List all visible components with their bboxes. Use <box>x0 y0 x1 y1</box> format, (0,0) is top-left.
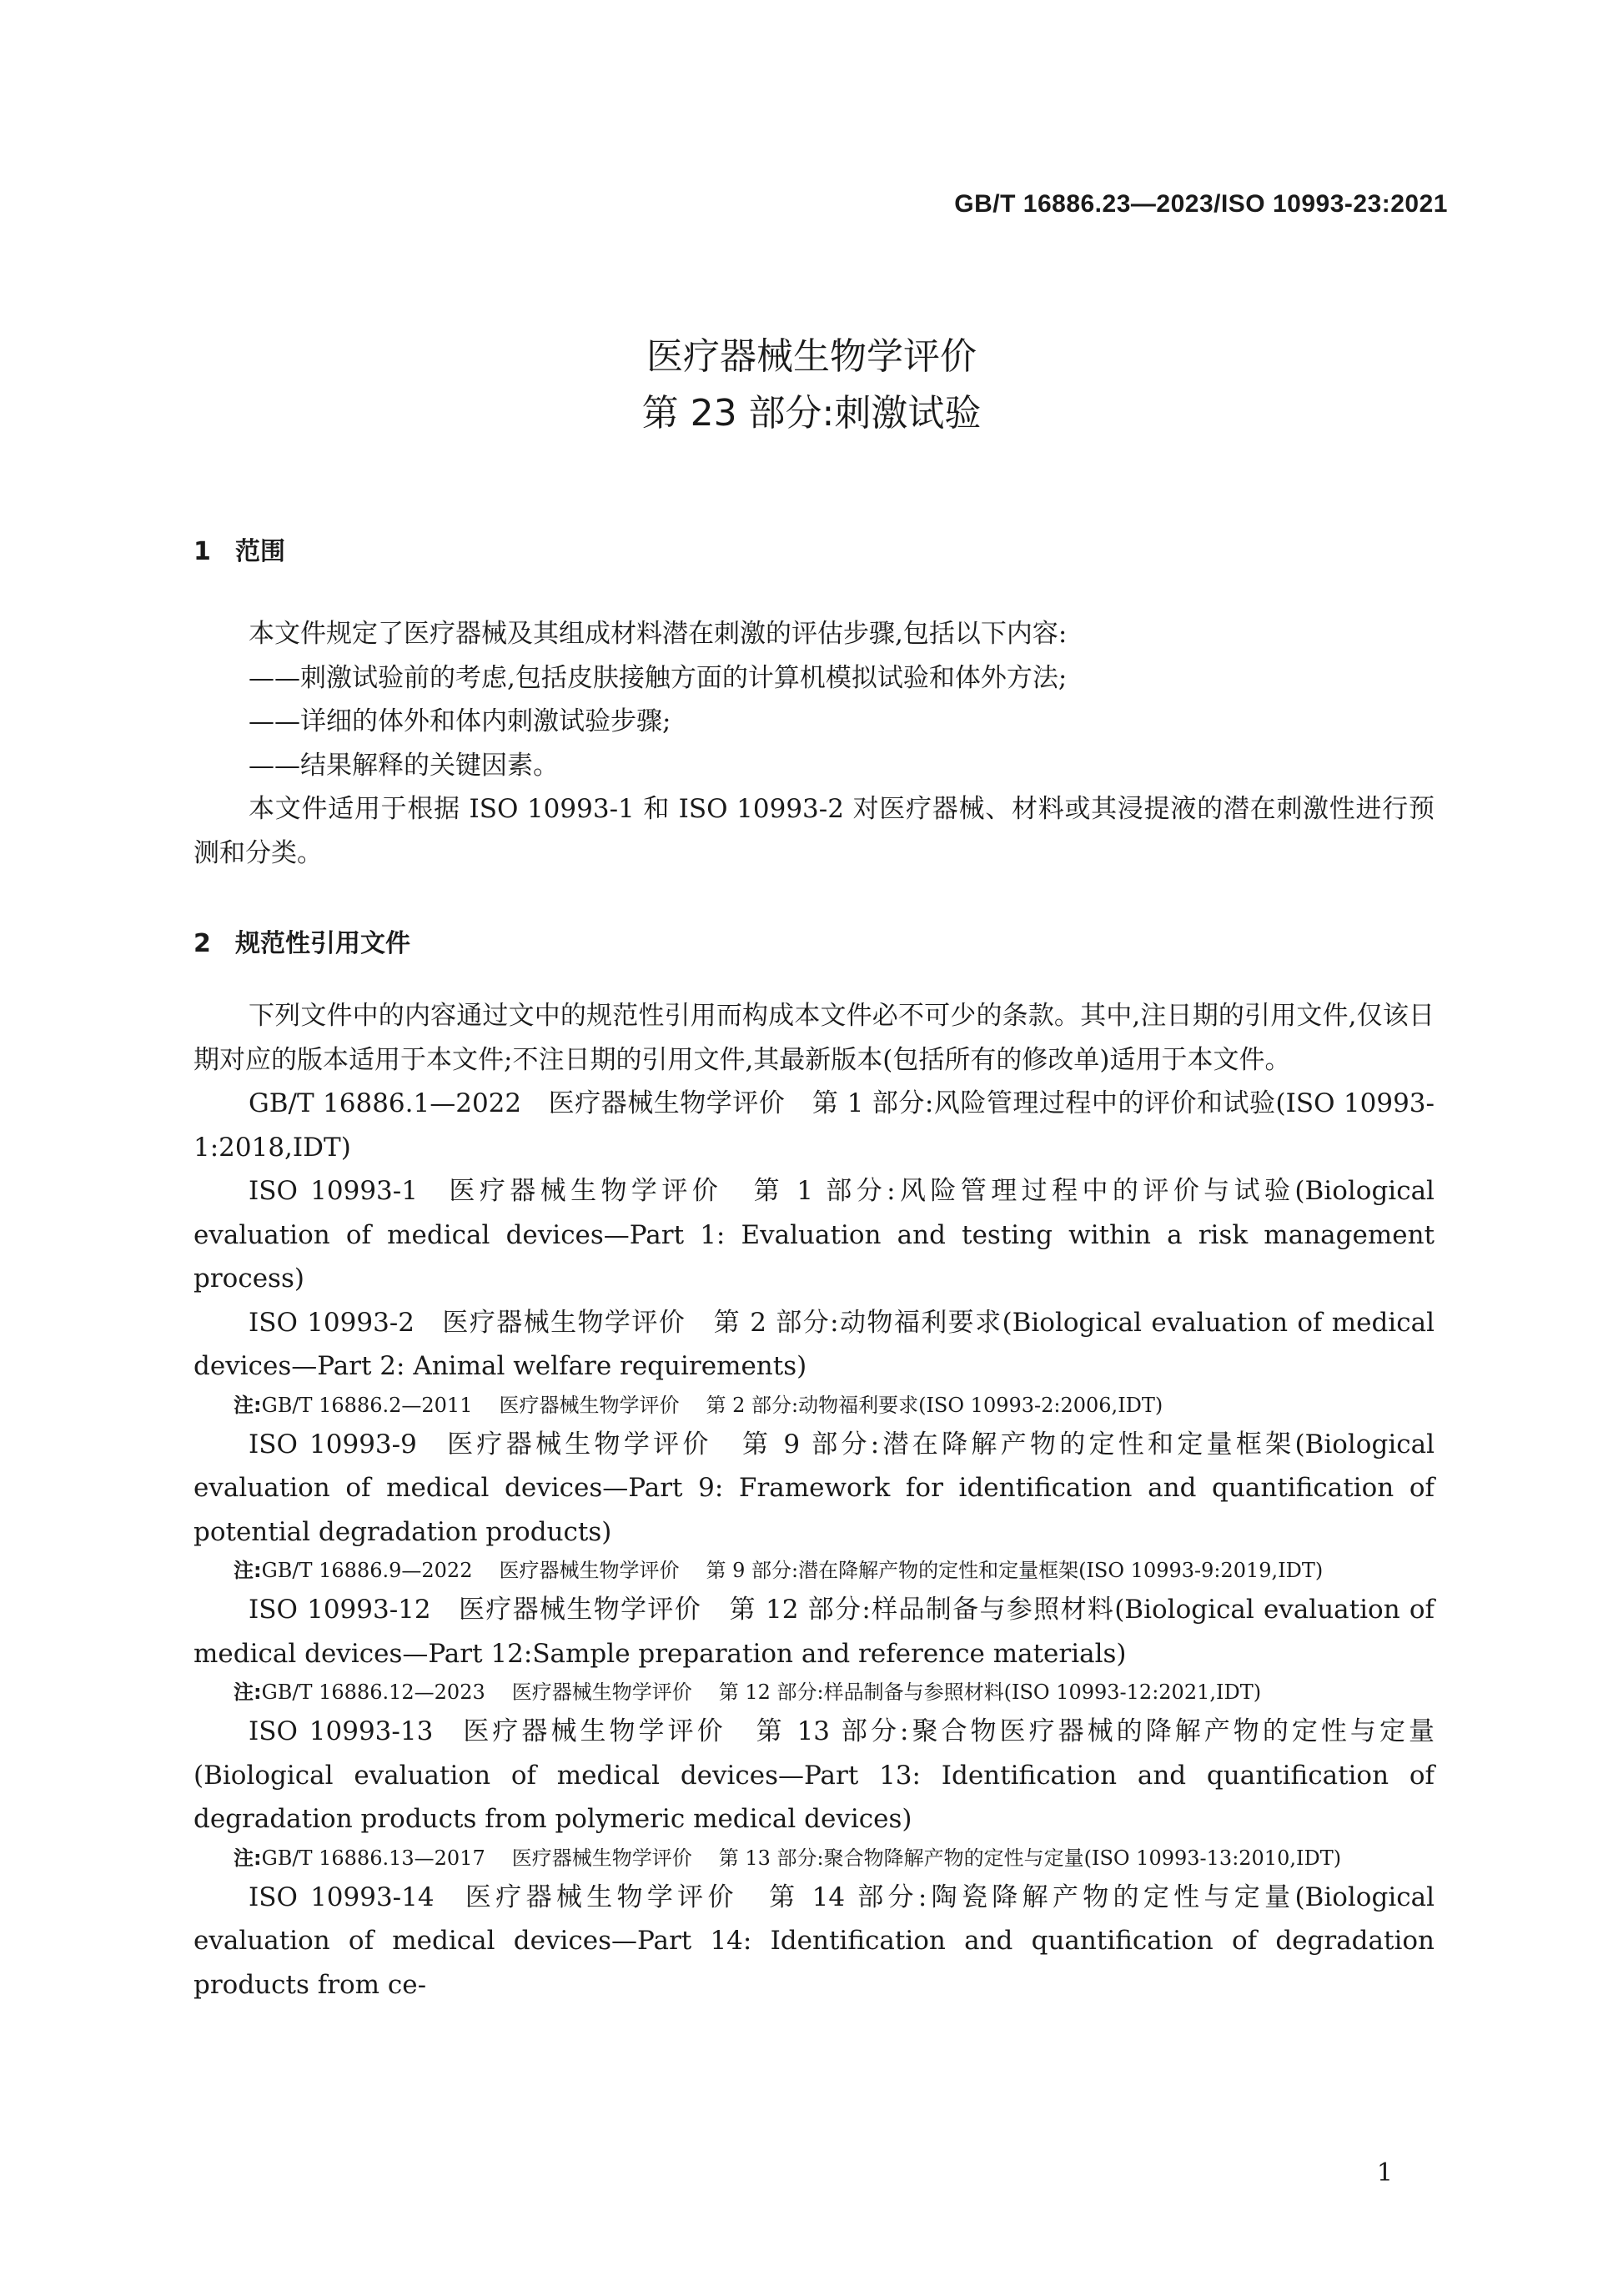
note-title: 医疗器械生物学评价 <box>511 1681 692 1704</box>
section-title: 规范性引用文件 <box>235 929 410 958</box>
section-title: 范围 <box>235 537 285 566</box>
note-text: 第 13 部分:聚合物降解产物的定性与定量(ISO 10993-13:2010,IDT) <box>718 1846 1342 1870</box>
note-title: 医疗器械生物学评价 <box>499 1393 680 1417</box>
reference-title: 医疗器械生物学评价 <box>460 1716 726 1746</box>
reference-text: 第 2 部分:动物福利要求(Biological evaluation of medical devices—Part 2: Animal welfare requirements) <box>193 1307 1435 1381</box>
note-code: GB/T 16886.9—2022 <box>261 1559 473 1582</box>
reference-title: 医疗器械生物学评价 <box>443 1429 712 1459</box>
document-subtitle: 第 23 部分:刺激试验 <box>641 392 982 435</box>
note-code: GB/T 16886.12—2023 <box>261 1681 485 1704</box>
reference-title: 医疗器械生物学评价 <box>444 1176 723 1206</box>
reference-text: 第 1 部分:风险管理过程中的评价和试验(ISO 10993-1:2018,IDT) <box>193 1088 1435 1163</box>
reference-entry <box>193 1876 1435 2007</box>
paragraph: 本文件规定了医疗器械及其组成材料潜在刺激的评估步骤,包括以下内容: <box>249 619 1068 649</box>
note-label: 注: <box>234 1681 262 1704</box>
section-1-heading <box>193 530 285 567</box>
reference-code: ISO 10993-9 <box>249 1429 417 1459</box>
list-item: ——详细的体外和体内刺激试验步骤; <box>249 706 671 736</box>
note-title: 医疗器械生物学评价 <box>511 1846 692 1870</box>
reference-note <box>193 1554 1435 1588</box>
reference-code: GB/T 16886.1—2022 <box>249 1088 522 1118</box>
reference-code: ISO 10993-2 <box>249 1307 415 1338</box>
reference-text: 第 9 部分:潜在降解产物的定性和定量框架(Biological evaluation of medical devices—Part 9: Framework for identification and quantification of potential degradation products) <box>193 1429 1435 1547</box>
reference-note <box>193 1676 1435 1710</box>
reference-note <box>193 1841 1435 1876</box>
reference-text: 第 13 部分:聚合物医疗器械的降解产物的定性与定量(Biological evaluation of medical devices—Part 13: Identification and quantification of degradation products from polymeric medical devices) <box>193 1716 1435 1834</box>
reference-title: 医疗器械生物学评价 <box>440 1307 686 1338</box>
reference-code: ISO 10993-1 <box>249 1176 418 1206</box>
section-1-body <box>193 612 1435 875</box>
page-number: 1 <box>1376 2158 1393 2188</box>
paragraph: 下列文件中的内容通过文中的规范性引用而构成本文件必不可少的条款。其中,注日期的引用文件,仅该日期对应的版本适用于本文件;不注日期的引用文件,其最新版本(包括所有的修改单)适用于本文件。 <box>193 1001 1435 1075</box>
reference-title: 医疗器械生物学评价 <box>548 1088 786 1118</box>
note-label: 注: <box>234 1393 262 1417</box>
reference-entry <box>193 1588 1435 1676</box>
reference-entry <box>193 1169 1435 1301</box>
reference-title: 医疗器械生物学评价 <box>460 1882 738 1912</box>
list-item: ——刺激试验前的考虑,包括皮肤接触方面的计算机模拟试验和体外方法; <box>249 662 1068 693</box>
section-number: 1 <box>193 537 211 566</box>
section-2-body <box>193 994 1435 2007</box>
note-text: 第 2 部分:动物福利要求(ISO 10993-2:2006,IDT) <box>706 1393 1163 1417</box>
reference-code: ISO 10993-14 <box>249 1882 435 1912</box>
paragraph: 本文件适用于根据 ISO 10993-1 和 ISO 10993-2 对医疗器械、材料或其浸提液的潜在刺激性进行预测和分类。 <box>193 794 1435 868</box>
reference-entry <box>193 1710 1435 1841</box>
note-text: 第 9 部分:潜在降解产物的定性和定量框架(ISO 10993-9:2019,IDT) <box>706 1559 1324 1582</box>
section-2-heading <box>193 922 410 959</box>
note-label: 注: <box>234 1559 262 1582</box>
reference-text: 第 12 部分:样品制备与参照材料(Biological evaluation of medical devices—Part 12:Sample preparation and reference materials) <box>193 1595 1435 1669</box>
note-label: 注: <box>234 1846 262 1870</box>
reference-entry <box>193 1082 1435 1169</box>
note-code: GB/T 16886.13—2017 <box>261 1846 485 1870</box>
list-item: ——结果解释的关键因素。 <box>249 750 559 781</box>
reference-code: ISO 10993-13 <box>249 1716 434 1746</box>
document-title: 医疗器械生物学评价 <box>646 335 977 378</box>
reference-note <box>193 1389 1435 1423</box>
reference-text: 第 14 部分:陶瓷降解产物的定性与定量(Biological evaluation of medical devices—Part 14: Identification and quantification of degradation products from ce- <box>193 1882 1435 2000</box>
section-number: 2 <box>193 929 211 958</box>
reference-code: ISO 10993-12 <box>249 1595 431 1625</box>
note-title: 医疗器械生物学评价 <box>499 1559 680 1582</box>
reference-title: 医疗器械生物学评价 <box>457 1595 702 1625</box>
note-code: GB/T 16886.2—2011 <box>261 1393 473 1417</box>
note-text: 第 12 部分:样品制备与参照材料(ISO 10993-12:2021,IDT) <box>718 1681 1262 1704</box>
standard-number-header: GB/T 16886.23—2023/ISO 10993-23:2021 <box>954 190 1448 218</box>
reference-entry <box>193 1301 1435 1389</box>
reference-entry <box>193 1423 1435 1555</box>
reference-text: 第 1 部分:风险管理过程中的评价与试验(Biological evaluation of medical devices—Part 1: Evaluation and testing within a risk management process) <box>193 1176 1435 1294</box>
